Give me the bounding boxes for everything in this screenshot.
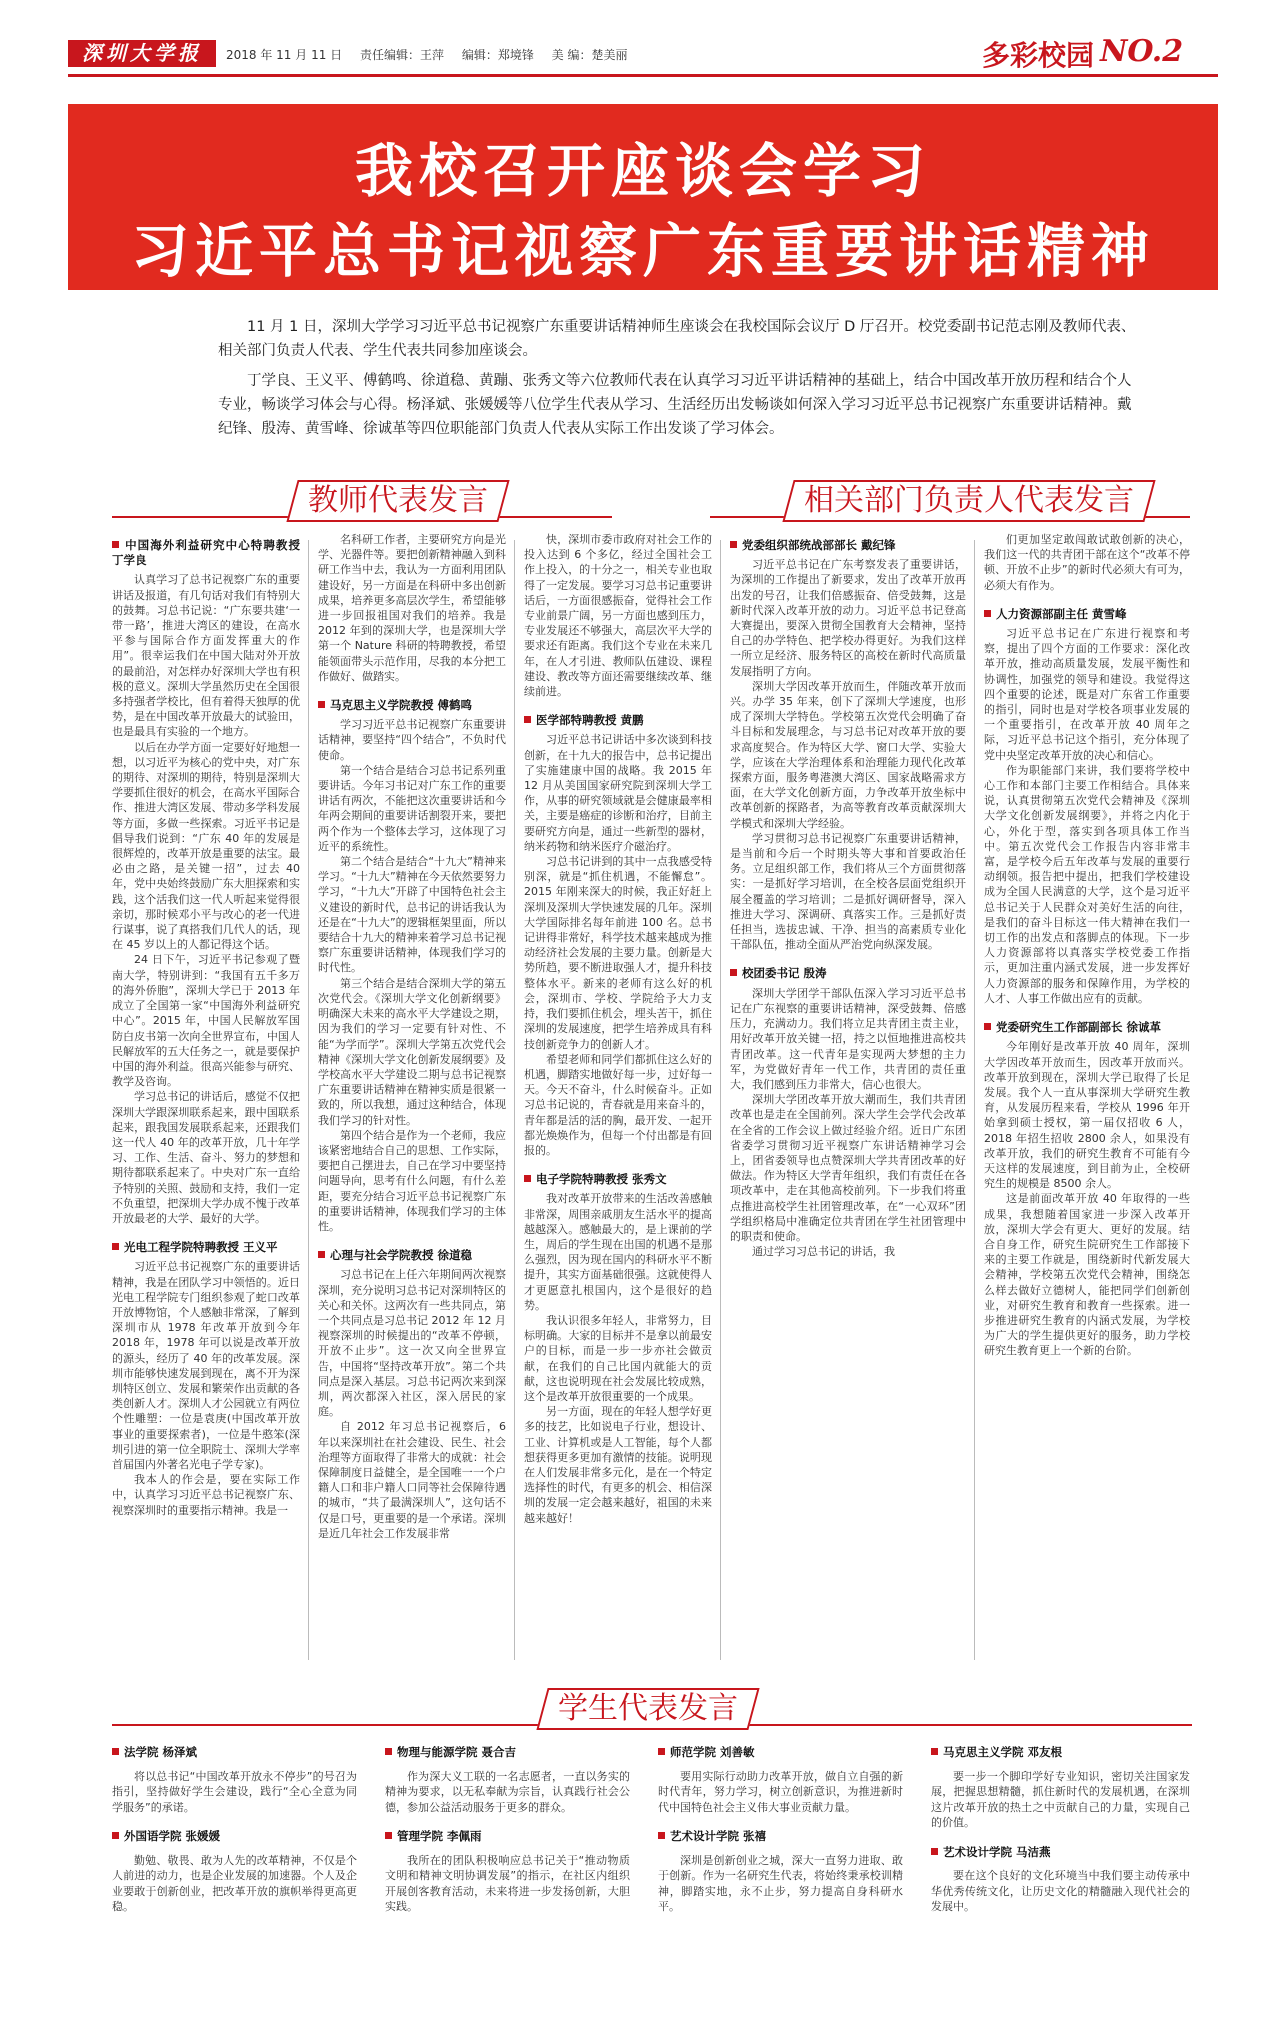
section-label: 教师代表发言 xyxy=(286,480,509,522)
byline: 党委组织部统战部部长 戴纪锋 xyxy=(730,538,966,553)
paragraph: 深圳是创新创业之城，深大一直努力进取、敢于创新。作为一名研究生代表，将始终秉承校训精神，脚踏实地，永不止步，努力提高自身科研水平。 xyxy=(658,1853,903,1913)
paragraph: 另一方面，现在的年轻人想学好更多的技艺，比如说电子行业，想设计、工业、计算机或是人工智能，每个人都想获得更多更加有激情的技能。说明现在人们发展非常多元化，是在一个特定选择性的时代，有更多的机会、相信深圳的发展一定会越来越好，祖国的未来越来越好！ xyxy=(524,1405,712,1525)
article-column-3 xyxy=(524,532,712,1526)
lead-paragraphs xyxy=(218,315,1138,447)
paragraph: 我本人的作会是，要在实际工作中，认真学习习近平总书记视察广东、视察深圳时的重要指示精神。我是一 xyxy=(112,1473,300,1517)
paragraph: 习近平总书记在广东进行视察和考察，提出了四个方面的工作要求：深化改革开放，推动高质量发展，发展平衡性和协调性，加强党的领导和建设。我觉得这四个重要的论述，既是对广东省工作重要的指引，同时也是对学校各项事业发展的一个重要指引，在改革开放 40 周年之际，习近平总书记这个指引，充分体现了党中央坚定改革开放的决心和信心。 xyxy=(984,627,1190,762)
column-divider xyxy=(720,540,721,1660)
student-column-4 xyxy=(931,1745,1190,1929)
section-head-departments xyxy=(710,480,1190,520)
headline-line-1: 我校召开座谈会学习 xyxy=(354,137,931,205)
paragraph: 自 2012 年习总书记视察后，6 年以来深圳社在社会建设、民生、社会治理等方面取得了非常大的成就：社会保障制度日益健全，是全国唯一一个户籍人口和非户籍人口同等社会保障待遇的城市，“共了最满深圳人”，这句话不仅是口号，更重要的是一个承诺。深圳是近几年社会工作发展非常 xyxy=(318,1420,506,1540)
paragraph: 勤勉、敬畏、敢为人先的改革精神，不仅是个人前进的动力，也是企业发展的加速器。个人及企业要敢于创新创业，把改革开放的旗帜举得更高更稳。 xyxy=(112,1853,357,1913)
paragraph: 习近平总书记视察广东的重要讲话精神，我是在团队学习中领悟的。近日光电工程学院专门组织参观了蛇口改革开放博物馆，个人感触非常深，了解到深圳市从 1978 年改革开放到今年 2018 年，1978 年可以说是改革开放的源头，经历了 40 年的改革发展。深圳市能够快速发展到现在，离不开为深圳特区创立、发展和繁荣作出贡献的各类创新人才。深圳人才公园就立有两位个性雕塑：一位是袁庚(中国改革开放事业的重要探索者)，一位是牛憨笨(深圳引进的第一位全职院士、深圳大学率首届国内外著名光电子学专家)。 xyxy=(112,1260,300,1471)
lead-paragraph: 丁学良、王义平、傅鹤鸣、徐道稳、黄蹦、张秀文等六位教师代表在认真学习习近平讲话精神的基础上，结合中国改革开放历程和结合个人专业，畅谈学习体会与心得。杨泽斌、张媛媛等八位学生代表从学习、生活经历出发畅谈如何深入学习习近平总书记视察广东重要讲话精神。戴纪锋、殷涛、黄雪峰、徐诚革等四位职能部门负责人代表从实际工作出发谈了学习体会。 xyxy=(218,373,1132,437)
byline: 光电工程学院特聘教授 王义平 xyxy=(112,1240,300,1255)
paragraph: 习总书记在上任六年期间两次视察深圳，充分说明习总书记对深圳特区的关心和关怀。这两次有一些共同点，第一个共同点是习总书记 2012 年 12 月视察深圳的时候提出的“改革不停顿，开放不止步”。这一次又向全世界宣告，中国将“坚持改革开放”。第二个共同点是深入基层。习总书记两次来到深圳，两次都深入社区，深入居民的家庭。 xyxy=(318,1268,506,1419)
byline: 心理与社会学院教授 徐道稳 xyxy=(318,1248,506,1263)
paragraph: 深圳大学团改革开放大潮而生，我们共青团改革也是走在全国前列。深大学生会学代会改革在全省的工作会议上做过经验介绍。近日广东团省委学习贯彻习近平视察广东讲话精神学习会上，团省委领导也点赞深圳大学共青团改革的好做法。作为特区大学青年组织，我们有责任在各项改革中，走在其他高校前列。下一步我们将重点推进高校学生社团管理改革，在“一心双环”团学组织格局中准确定位共青团在学生社团管理中的职责和使命。 xyxy=(730,1093,966,1243)
paragraph: 作为职能部门来讲，我们要将学校中心工作和本部门主要工作相结合。具体来说，认真贯彻第五次党代会精神及《深圳大学文化创新发展纲要》，并将之内化于心，外化于型，落实到各项具体工作当中。第五次党代会工作报告内容非常丰富，是学校今后五年改革与发展的重要行动纲领。报告把中提出，把我们学校建设成为全国人民满意的大学，这个是习近平总书记关于人民群众对美好生活的向往，是我们的奋斗目标这一伟大精神在我们一切工作的出发点和落脚点的体现。下一步人力资源部将以真落实学校党委工作指示，更加注重内涵式发展，进一步发挥好人力资源部的服务和保障作用，为学校的人才、人事工作做出应有的贡献。 xyxy=(984,763,1190,1005)
section-head-students xyxy=(112,1688,1192,1728)
paragraph: 以后在办学方面一定要好好地想一想，以习近平为核心的党中央，对广东的期待、对深圳的期待，特别是深圳大学要抓住很好的机会，在高水平国际合作、推进大湾区发展、带动多学科发展等方面，多做一些探索。习近平书记是倡导我们说到：“广东 40 年的发展是很辉煌的，改革开放是重要的法宝。最必由之路，是关键一招”，过去 40 年，党中央始终鼓励广东大胆探索和实践，这个活我们这一代人听起来觉得很亲切，那时候邓小平与改心的老一代进行谋事，说了真搭我们几代人的话，现在 45 岁以上的人都记得这个话。 xyxy=(112,740,300,952)
paragraph: 希望老师和同学们都抓住这么好的机遇，脚踏实地做好每一步，过好每一天。今天不奋斗，什么时候奋斗。正如习总书记说的，青春就是用来奋斗的，青年都是活的活的胸，最开发、一起开都光焕焕作为，但每一个付出都是有回报的。 xyxy=(524,1052,712,1157)
column-divider xyxy=(974,540,975,1660)
paragraph: 今年刚好是改革开放 40 周年，深圳大学因改革开放而生，因改革开放而兴。改革开放到现在，深圳大学已取得了长足发展。我个人一直从事深圳大学研究生教育，从发展历程来看，学校从 1996 年开始拿到硕士授权，第一届仅招收 6 人，2018 年招生招收 2800 余人，如果没有改革开放，我们的研究生教育不可能有今天这样的发展速度，到目前为止，全校研究生的规模是 8500 余人。 xyxy=(984,1040,1190,1191)
student-column-2 xyxy=(385,1745,630,1929)
paragraph: 第三个结合是结合深圳大学的第五次党代会。《深圳大学文化创新纲要》明确深大未来的高水平大学建设之期，因为我们的学习一定要有针对性、不能“为学而学”。深圳大学第五次党代会精神《深圳大学文化创新发展纲要》及学校高水平大学建设二期与总书记视察广东重要讲话精神在精神实质是很紧一致的，所以我想，通过这种结合，体现我们学习的针对性。 xyxy=(318,976,506,1127)
paragraph: 要一步一个脚印学好专业知识，密切关注国家发展，把握思想精髓，抓住新时代的发展机遇，在深圳这片改革开放的热土之中贡献自己的力量，实现自己的价值。 xyxy=(931,1769,1190,1829)
byline: 医学部特聘教授 黄鹏 xyxy=(524,713,712,728)
paragraph: 第四个结合是作为一个老师，我应该紧密地结合自己的思想、工作实际，要把自己摆进去，自己在学习中要坚持问题导向，思考有什么问题，有什么差距，要充分结合习近平总书记视察广东的重要讲话精神，体现我们学习的主体性。 xyxy=(318,1128,506,1233)
section-label: 学生代表发言 xyxy=(536,1688,759,1730)
issue-meta xyxy=(226,46,642,63)
byline: 艺术设计学院 马洁燕 xyxy=(931,1845,1190,1861)
paragraph: 习近平总书记在广东考察发表了重要讲话，为深圳的工作提出了新要求，发出了改革开放再出发的号召，让我们倍感振奋、倍受鼓舞，这是新时代深入改革开放的动力。习近平总书记登高大赛提出，要深入贯彻全国教育大会精神，坚持自己的办学特色、把学校办得更好。为我们这样一所立足经济、服务特区的高校在新时代高质量发展指明了方向。 xyxy=(730,558,966,678)
byline: 物理与能源学院 聂合吉 xyxy=(385,1745,630,1761)
paragraph: 习总书记讲到的其中一点我感受特别深，就是“抓住机遇，不能懈怠”。2015 年刚来深大的时候，我正好赶上深圳及深圳大学快速发展的几年。深圳大学国际排名每年前进 100 名。总书记讲得非常好，科学技术越来越成为推动经济社会发展的主要力量。创新是大势所趋，要不断进取强人才，提升科技整体水平。新来的老师有这么好的机会，深圳市、学校、学院给予大力支持，我们要抓住机会，埋头苦干，抓住深圳的发展速度，把学生培养成具有科技创新竞争力的创新人才。 xyxy=(524,855,712,1051)
paragraph: 习近平总书记讲话中多次谈到科技创新，在十九大的报告中，总书记提出了实施建康中国的战略。我 2015 年 12 月从美国国家研究院到深圳大学工作，从事的研究领域就是会健康最率相关，主要是癌症的诊断和治疗，目前主要研究方向是，通过一些新型的器材，纳米药物和纳米医疗介磁治疗。 xyxy=(524,733,712,853)
byline: 艺术设计学院 张禧 xyxy=(658,1829,903,1845)
paragraph: 学习贯彻习总书记视察广东重要讲话精神，是当前和今后一个时期头等大事和首要政治任务。立足组织部工作，我们将从三个方面贯彻落实：一是抓好学习培训，在全校各层面党组织开展全覆盖的学习培训；二是抓好调研督导，深入推进大学习、深调研、真落实工作。三是抓好责任担当，选拔忠诚、干净、担当的高素质专业化干部队伍，推动全面从严治党向纵深发展。 xyxy=(730,831,966,952)
paragraph: 要在这个良好的文化环境当中我们要主动传承中华优秀传统文化，让历史文化的精髓融入现代社会的发展中。 xyxy=(931,1869,1190,1913)
column-divider xyxy=(308,540,309,1660)
byline: 师范学院 刘善敏 xyxy=(658,1745,903,1761)
paragraph: 学习总书记的讲话后，感觉不仅把深圳大学跟深圳联系起来，跟中国联系起来，跟我国发展联系起来，还跟我们这一代人 40 年的改革开放，几十年学习、工作、生活、奋斗、努力的梦想和期待都联系起来了。中央对广东一直给予特别的关照、鼓励和支持，我们一定不负重望，把深圳大学办成不愧于改革开放最老的大学、最好的大学。 xyxy=(112,1090,300,1225)
byline: 马克思主义学院 邓友根 xyxy=(931,1745,1190,1761)
paragraph: 认真学习了总书记视察广东的重要讲话及报道，有几句话对我们有特别大的鼓舞。习总书记说：“广东要共建‘一带一路’，推进大湾区的建设，在高水平参与国际合作方面发挥重大的作用”。很幸运我们在中国大陆对外开放的最前沿，对怎样办好深圳大学也有积极的意义。深圳大学虽然历史在全国很多持强者学校比，但有着得天独厚的优势，是在中国改革开放最大的试验田，也是最具有实验的一个地方。 xyxy=(112,573,300,739)
student-column-3 xyxy=(658,1745,903,1929)
page-number: NO.2 xyxy=(1100,34,1184,69)
student-column-1 xyxy=(112,1745,357,1929)
top-rule xyxy=(68,74,1218,77)
article-column-5 xyxy=(984,532,1190,1359)
paragraph: 第一个结合是结合习总书记系列重要讲话。今年习书记对广东工作的重要讲话有两次，不能把这次重要讲话和今年两会期间的重要讲话割裂开来，要把两个作为一个整体去学习，这体现了习近平的系统性。 xyxy=(318,763,506,853)
paragraph: 将以总书记“中国改革开放永不停步”的号召为指引，坚持做好学生会建设，践行“全心全意为同学服务”的承诺。 xyxy=(112,1769,357,1814)
headline-banner xyxy=(68,104,1218,290)
paragraph: 第二个结合是结合“十九大”精神来学习。“十九大”精神在今天依然要努力学习，“十九大”开辟了中国特色社会主义建设的新时代，总书记的讲话我认为还是在“十九大”的逻辑框架里面，所以要结合十九大的精神来着学习总书记视察广东重要讲话精神，体现我们学习的时代性。 xyxy=(318,855,506,975)
issue-date: 2018 年 11 月 11 日 xyxy=(226,48,343,62)
paragraph: 学习习近平总书记视察广东重要讲话精神，要坚持“四个结合”，不负时代使命。 xyxy=(318,718,506,762)
paragraph: 24 日下午，习近平书记参观了暨南大学，特别讲到：“我国有五千多万的海外侨胞”，深圳大学已于 2013 年成立了全国第一家“中国海外利益研究中心”。2015 年，中国人民解放军国防白皮书第一次向全世界宣布，中国人民解放军的五大任务之一，就是要保护中国的海外利益。很高兴能参与研究、教学及咨询。 xyxy=(112,953,300,1089)
paragraph: 作为深大义工联的一名志愿者，一直以务实的精神为要求，以无私奉献为宗旨，认真践行社会公德，参加公益活动服务于更多的群众。 xyxy=(385,1769,630,1814)
article-column-1 xyxy=(112,532,300,1518)
editor2-credit: 编辑：郑境锋 xyxy=(461,48,534,62)
byline: 人力资源部副主任 黄雪峰 xyxy=(984,607,1190,622)
paragraph: 我对改革开放带来的生活改善感触非常深，周围亲戚朋友生活水平的提高越越深入。感触最大的，是上课前的学生，周后的学生现在出国的机遇不是那么强烈，因为现在国内的科研水平不断提升，其实方面基础很强。这就使得人才更愿意扎根国内，这个是很好的趋势。 xyxy=(524,1192,712,1312)
paragraph: 深圳大学因改革开放而生，伴随改革开放而兴。办学 35 年来，创下了深圳大学速度，也形成了深圳大学特色。学校第五次党代会明确了奋斗目标和发展理念，与习总书记对改革开放的要求高度契合。作为特区大学、窗口大学、实验大学，应该在大学治理体系和治理能力现代化改革探索方面，服务粤港澳大湾区、国家战略需求方面，在大学文化创新方面，力争改革开放坐标中改革创新的探路者，为高等教育改革贡献深圳大学模式和深圳大学经验。 xyxy=(730,679,966,830)
designer-credit: 美 编：楚美丽 xyxy=(551,48,628,62)
paragraph: 通过学习习总书记的讲话，我 xyxy=(752,1245,895,1259)
byline: 马克思主义学院教授 傅鹤鸣 xyxy=(318,698,506,713)
byline: 中国海外利益研究中心特聘教授 丁学良 xyxy=(112,538,300,568)
paragraph: 我所在的团队积极响应总书记关于“推动物质文明和精神文明协调发展”的指示，在社区内组织开展创客教育活动，未来将进一步发扬创新，大胆实践。 xyxy=(385,1853,630,1913)
paragraph: 深圳大学团学干部队伍深入学习习近平总书记在广东视察的重要讲话精神，深受鼓舞、倍感压力，充满动力。我们将立足共青团主责主业，用好改革开放关键一招，持之以恒地推进高校共青团改革。这一代青年是实现两大梦想的主力军，为党做好青年一代工作，共青团的责任重大，我们感到压力非常大，信心也很大。 xyxy=(730,986,966,1091)
paragraph: 我认识很多年轻人，非常努力，目标明确。大家的目标并不是拿以前最安户的目标，而是一步一步亦社会做贡献，在我们的自己比国内就能大的贡献，这也说明现在社会发展比较成熟，这个是改革开放很重要的一个成果。 xyxy=(524,1313,712,1403)
section-name: 多彩校园 xyxy=(982,39,1095,72)
masthead-logo: 深圳大学报 xyxy=(68,40,216,67)
byline: 外国语学院 张媛媛 xyxy=(112,1829,357,1845)
paragraph: 们更加坚定敢闯敢试敢创新的决心，我们这一代的共青团干部在这个“改革不停顿、开放不止步”的新时代必须大有可为，必须大有作为。 xyxy=(984,533,1190,592)
byline: 党委研究生工作部副部长 徐诚革 xyxy=(984,1020,1190,1035)
byline: 管理学院 李佩雨 xyxy=(385,1829,630,1845)
byline: 法学院 杨泽斌 xyxy=(112,1745,357,1761)
headline-line-2: 习近平总书记视察广东重要讲话精神 xyxy=(130,217,1155,285)
byline: 电子学院特聘教授 张秀文 xyxy=(524,1172,712,1187)
byline: 校团委书记 殷涛 xyxy=(730,966,966,981)
paragraph: 这是前面改革开放 40 年取得的一些成果，我想随着国家进一步深入改革开放，深圳大学会有更大、更好的发展。结合自身工作，研究生院研究生工作部接下来的主要工作就是，围绕新时代新发展大会精神，学校第五次党代会精神，围绕怎么样去做好立德树人，能把同学们创新创业，对研究生教育和教育一些探索。进一步推进研究生教育的内涵式发展，为学校为广大的学生提供更好的服务，助力学校研究生教育更上一个新的台阶。 xyxy=(984,1192,1190,1358)
section-head-teachers xyxy=(112,480,612,520)
paragraph: 名科研工作者，主要研究方向是光学、光器件等。要把创新精神融入到科研工作当中去，我认为一方面利用团队建设好，另一方面是在科研中多出创新成果，培养更多高层次学生，希望能够进一步回报祖国对我们的培养。我是 2012 年到的深圳大学，也是深圳大学第一个 Nature 科研的特聘教授，希望能领面带头示范作用，尽我的本分把工作做好、做踏实。 xyxy=(318,533,506,683)
column-divider xyxy=(514,540,515,1660)
article-column-2 xyxy=(318,532,506,1541)
editor-credit: 责任编辑：王萍 xyxy=(359,48,444,62)
section-label: 相关部门负责人代表发言 xyxy=(782,480,1155,522)
lead-paragraph: 11 月 1 日，深圳大学学习习近平总书记视察广东重要讲话精神师生座谈会在我校国际会议厅 D 厅召开。校党委副书记范志刚及教师代表、相关部门负责人代表、学生代表共同参加座谈会。 xyxy=(218,319,1136,359)
paragraph: 快，深圳市委市政府对社会工作的投入达到 6 个多亿，经过全国社会工作上投入，的十分之一，相关专业也取得了一定发展。要学习习总书记重要讲话后，一方面很感振奋，觉得社会工作专业前景广阔，另一方面也感到压力，专业发展还不够强大，高层次平大学的要求还有距离。我们这个专业在未来几年，在人才引进、教师队伍建设、课程建设、教改等方面还需要继续改革、继续前进。 xyxy=(524,533,712,699)
paragraph: 要用实际行动助力改革开放，做自立自强的新时代青年，努力学习，树立创新意识，为推进新时代中国特色社会主义伟大事业贡献力量。 xyxy=(658,1769,903,1814)
article-column-4 xyxy=(730,532,966,1259)
